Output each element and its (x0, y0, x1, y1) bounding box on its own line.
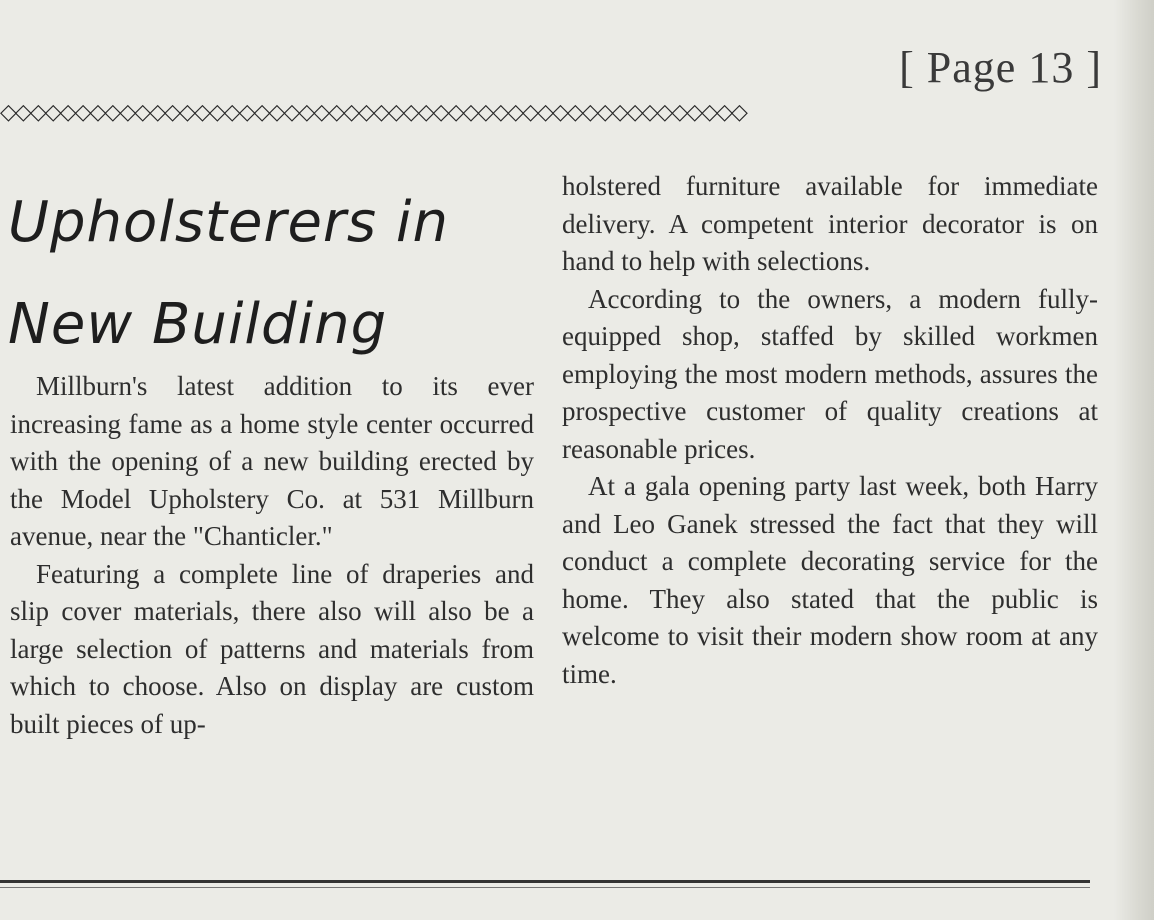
headline-line-1: Upholsterers in (8, 190, 449, 255)
bottom-rule (0, 880, 1090, 883)
page-edge-shadow (1114, 0, 1154, 920)
page-number: [ Page 13 ] (899, 43, 1102, 92)
article-headline (8, 172, 449, 376)
article-column-left (10, 368, 534, 743)
right-paragraph-1: According to the owners, a modern fully-equipped shop, staffed by skilled workmen employing the most modern methods, assures the prospective customer of quality creations at reasonable prices. (562, 283, 1098, 464)
bottom-rule-thin (0, 887, 1090, 888)
left-paragraph-2: Featuring a complete line of draperies and slip cover materials, there also will also be a large selection of patterns and materials from which to choose. Also on display are custom built pieces of up- (10, 558, 534, 739)
left-paragraph-1: Millburn's latest addition to its ever increasing fame as a home style center occurred with the opening of a new building erected by the Model Upholstery Co. at 531 Millburn avenue, near the "Chanticler." (10, 371, 534, 551)
right-paragraph-2: At a gala opening party last week, both Harry and Leo Ganek stressed the fact that they will conduct a complete decorating service for the home. They also stated that the public is welcome to visit their modern show room at any time. (562, 471, 1098, 689)
right-paragraph-continued: holstered furniture available for immediate delivery. A competent interior decorator is on hand to help with selections. (562, 171, 1098, 276)
article-column-right (562, 168, 1098, 693)
headline-line-2: New Building (8, 292, 388, 357)
ornamental-diamond-rule: ◇◇◇◇◇◇◇◇◇◇◇◇◇◇◇◇◇◇◇◇◇◇◇◇◇◇◇◇◇◇◇◇◇◇◇◇◇◇◇◇◇◇◇◇◇◇◇◇◇◇ (0, 100, 746, 125)
